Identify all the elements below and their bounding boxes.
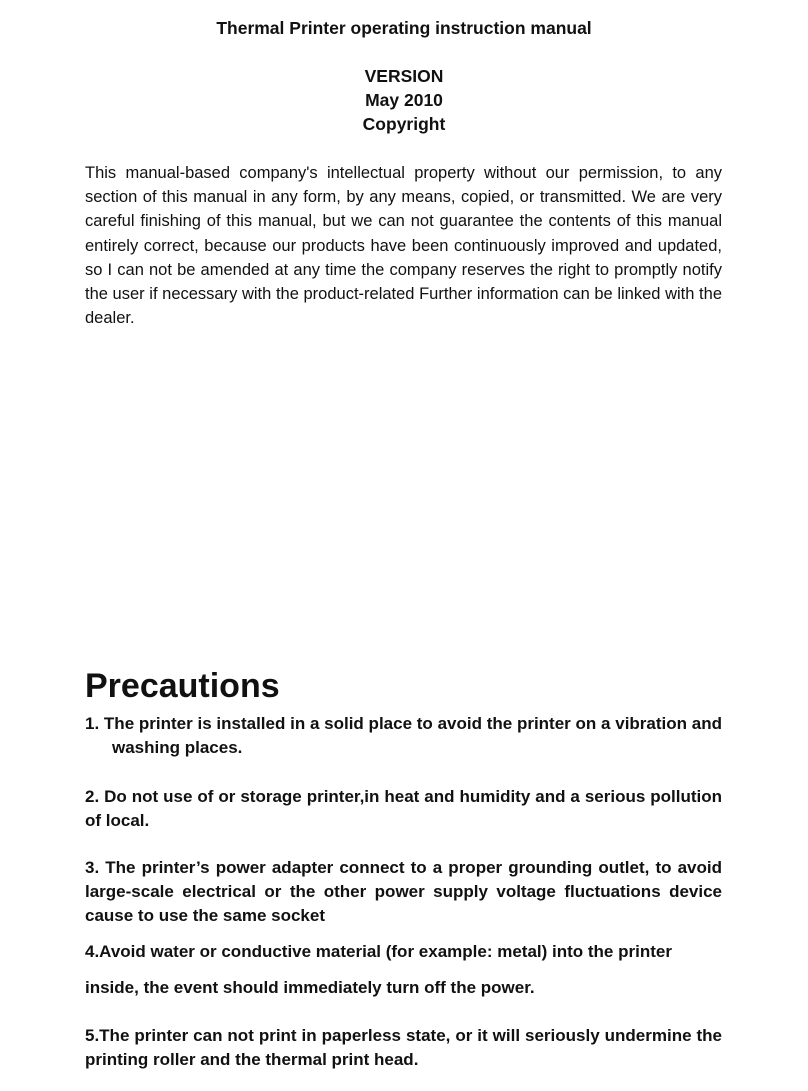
version-date: May 2010: [365, 90, 443, 110]
precaution-item-4-continued: inside, the event should immediately turn off the power.: [85, 978, 535, 997]
version-label: VERSION: [364, 66, 444, 86]
intro-paragraph: This manual-based company's intellectual property without our permission, to any section of this manual in any form, by any means, copied, or transmitted. We are very careful finishing of this manual, but we can not guarantee the contents of this manual entirely correct, because our products have been continuously improved and updated, so I can not be amended at any time the company reserves the right to promptly notify the user if necessary with the product-related Further information can be linked with the dealer.: [85, 164, 722, 328]
precaution-item-5: 5.The printer can not print in paperless state, or it will seriously undermine the printing roller and the thermal print head.: [85, 1026, 722, 1069]
document-title: Thermal Printer operating instruction manual: [216, 18, 592, 38]
precaution-item-1: 1. The printer is installed in a solid place to avoid the printer on a vibration and washing places.: [85, 714, 722, 757]
copyright-label: Copyright: [362, 114, 446, 134]
precaution-item-4: 4.Avoid water or conductive material (for example: metal) into the printer: [85, 942, 672, 961]
precaution-item-3: 3. The printer’s power adapter connect to a proper grounding outlet, to avoid large-scale electrical or the other power supply voltage fluctuations device cause to use the same socket: [85, 858, 722, 925]
precautions-heading: Precautions: [85, 667, 280, 705]
precaution-item-2: 2. Do not use of or storage printer,in heat and humidity and a serious pollution of local.: [85, 787, 722, 830]
